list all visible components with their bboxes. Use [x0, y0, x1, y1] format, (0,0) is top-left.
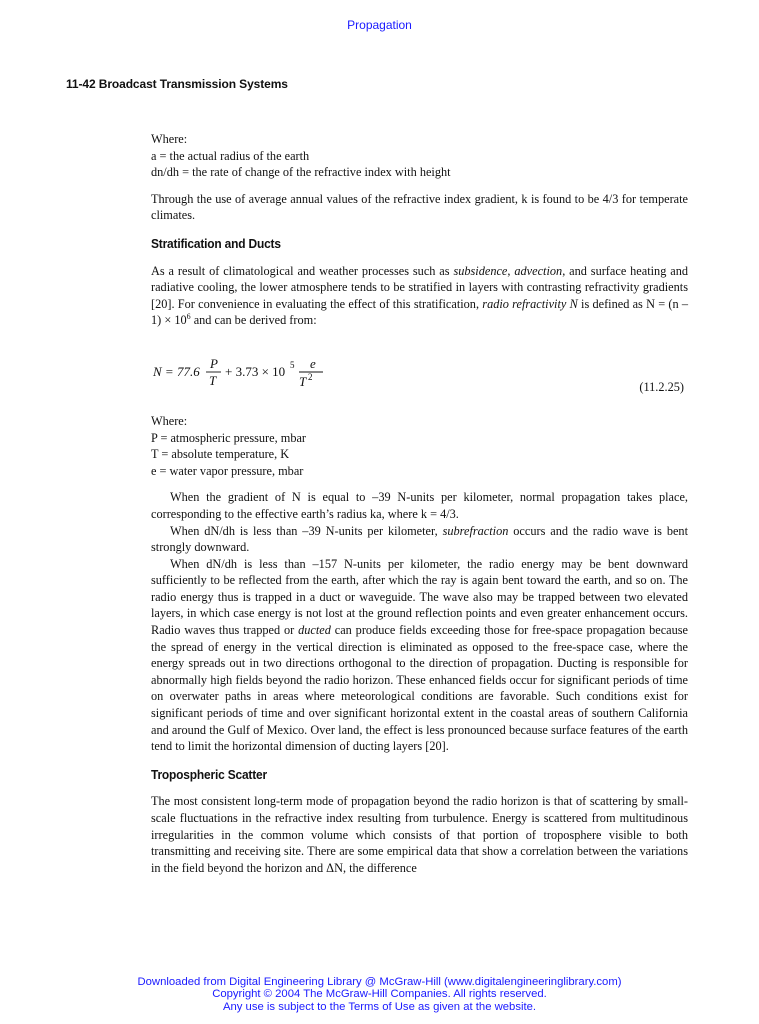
where-item: e = water vapor pressure, mbar [151, 463, 304, 478]
paragraph-k-value: Through the use of average annual values of the refractive index gradient, k is found to be 4/3 for temperate climates. [151, 191, 688, 223]
section-heading-tropospheric-scatter: Tropospheric Scatter [151, 766, 267, 782]
propagation-link[interactable]: Propagation [347, 18, 412, 32]
paragraph-tropospheric-scatter: The most consistent long-term mode of propagation beyond the radio horizon is that of scattering by small-scale fluctuations in the refractive index resulting from turbulence. Energy is scattered from multitudinous irregularities in the common volume which consists of that portion of troposphere visible to both transmitting and receiving site. There are some empirical data that show a correlation between the variations in the field beyond the horizon and ΔN, the difference [151, 794, 688, 875]
eq-frac2-den: T [299, 373, 307, 389]
footer-links [0, 976, 759, 1013]
eq-frac1-num: P [210, 355, 218, 371]
equation-graphic [151, 335, 411, 407]
paragraph-ducting: When dN/dh is less than –157 N-units per kilometer, the radio energy may be bent downward sufficiently to be reflected from the earth, after which the ray is again bent toward the earth, and so on. The radio energy thus is trapped in a duct or waveguide. The wave also may be trapped between two elevated layers, in which case energy is not lost at the ground reflection points and even greater enhancement occurs. Radio waves thus trapped or ducted can produce fields exceeding those for free-space propagation because the spread of energy in the vertical direction is eliminated as opposed to the free-space case, where the energy spreads out in two directions orthogonal to the direction of propagation. Ducting is responsible for abnormally high fields beyond the radio horizon. These enhanced fields occur for significant periods of time on overwater paths in areas where meteorological conditions are favorable. Such conditions exist for significant periods of time and over significant horizontal extent in the coastal areas of southern California and around the Gulf of Mexico. Over land, the effect is less pronounced because surface features of the earth tend to limit the horizontal dimension of ducting layers [20]. [151, 556, 689, 754]
eq-exp: 5 [290, 359, 295, 370]
footer-line-terms[interactable]: Any use is subject to the Terms of Use as given at the website. [222, 1000, 537, 1013]
equation-number: (11.2.25) [639, 379, 684, 394]
eq-plus-term: + 3.73 × 10 [225, 363, 286, 379]
paragraph-subrefraction: When dN/dh is less than –39 N-units per kilometer, subrefraction occurs and the radio wave is bent strongly downward. [151, 523, 688, 555]
section-heading-stratification: Stratification and Ducts [151, 235, 281, 251]
footer-line-copyright[interactable]: Copyright © 2004 The McGraw-Hill Companies. All rights reserved. [212, 988, 547, 1001]
where-item: T = absolute temperature, K [151, 447, 290, 462]
footer-line-download[interactable]: Downloaded from Digital Engineering Library @ McGraw-Hill (www.digitalengineeringlibrary.com) [137, 976, 622, 988]
where-block-2 [151, 413, 688, 479]
where-item: dn/dh = the rate of change of the refractive index with height [151, 165, 451, 180]
where-label: Where: [151, 413, 188, 428]
where-block-1 [151, 131, 688, 181]
equation-11-2-25 [151, 335, 688, 407]
eq-lhs: N = 77.6 [153, 363, 200, 379]
where-item: a = the actual radius of the earth [151, 148, 310, 163]
paragraph-stratification: As a result of climatological and weather processes such as subsidence, advection, and surface heating and radiative cooling, the lower atmosphere tends to be stratified in layers with contrasting refractivity gradients [20]. For convenience in evaluating the effect of this stratification, radio refractivity N is defined as $N = (n - 1) \times 10^6$ and can be derived from: [151, 263, 688, 328]
eq-frac1-den: T [209, 372, 217, 388]
where-label: Where: [151, 132, 188, 146]
running-head: 11-42 Broadcast Transmission Systems [66, 77, 288, 91]
where-item: P = atmospheric pressure, mbar [151, 430, 307, 445]
eq-frac2-num: e [310, 355, 316, 371]
page-body [151, 131, 688, 876]
eq-frac2-den-exp: 2 [308, 371, 313, 382]
paragraph-normal-propagation: When the gradient of N is equal to –39 N-units per kilometer, normal propagation takes place, corresponding to the effective earth’s radius ka, where k = 4/3. [151, 490, 688, 521]
